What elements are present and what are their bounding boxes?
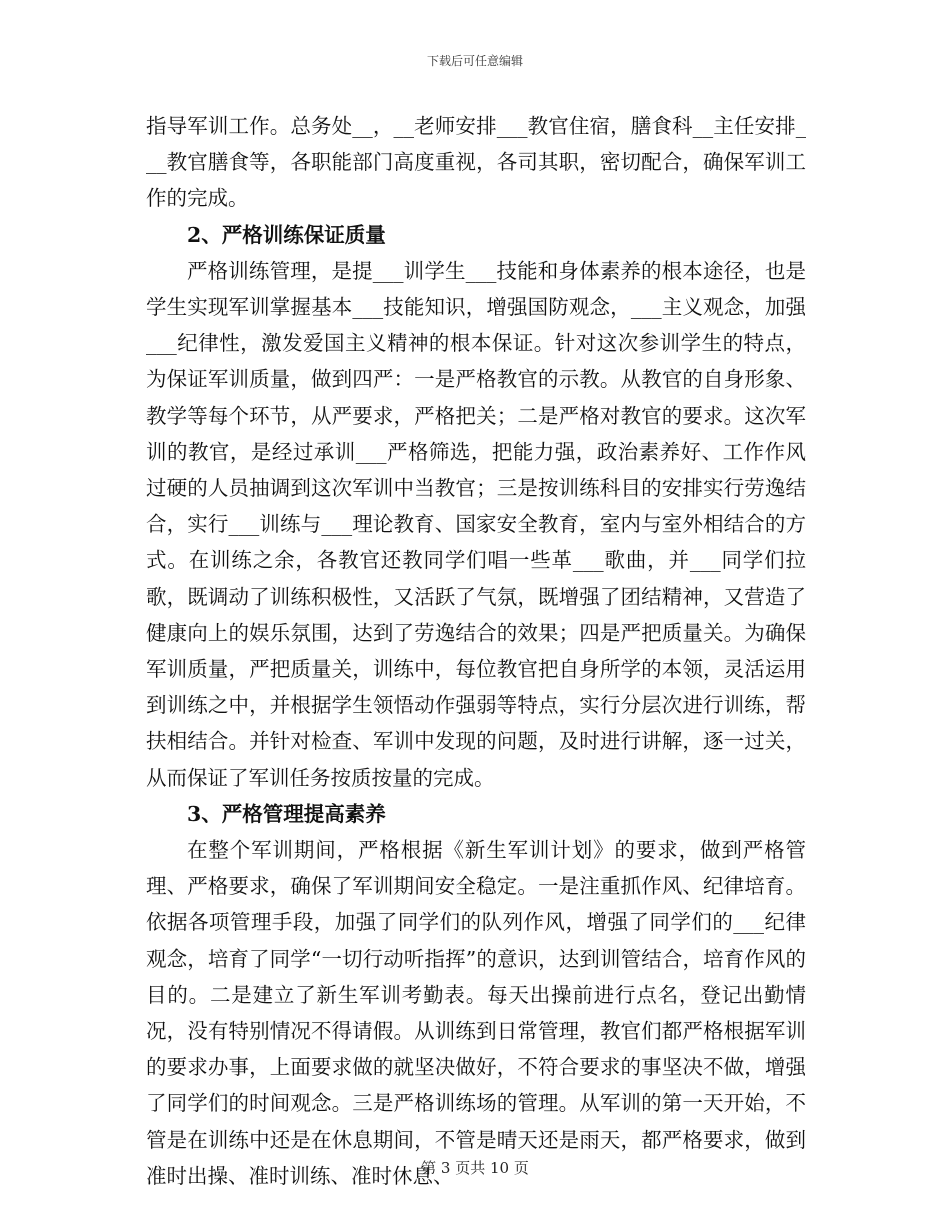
page-header: 下载后可任意编辑 [426,54,523,68]
section-heading-3: 3、严格管理提高素养 [187,801,386,826]
section-heading-2: 2、严格训练保证质量 [187,222,386,247]
document-body [146,108,806,1194]
paragraph-1: 指导军训工作。总务处__，__老师安排___教官住宿，膳食科__主任安排___教官膳食等，各职能部门高度重视，各司其职，密切配合，确保军训工作的完成。 [146,114,806,211]
paragraph-2: 严格训练管理，是提___训学生___技能和身体素养的根本途径，也是学生实现军训掌握基本___技能知识，增强国防观念，___主义观念，加强___纪律性，激发爱国主义精神的根本保证。针对这次参训学生的特点，为保证军训质量，做到四严：一是严格教官的示教。从教官的自身形象、教学等每个环节，从严要求，严格把关；二是严格对教官的要求。这次军训的教官，是经过承训___严格筛选，把能力强，政治素养好、工作作风过硬的人员抽调到这次军训中当教官；三是按训练科目的安排实行劳逸结合，实行___训练与___理论教育、国家安全教育，室内与室外相结合的方式。在训练之余，各教官还教同学们唱一些革___歌曲，并___同学们拉歌，既调动了训练积极性，又活跃了气氛，既增强了团结精神，又营造了健康向上的娱乐氛围，达到了劳逸结合的效果；四是严把质量关。为确保军训质量，严把质量关，训练中，每位教官把自身所学的本领，灵活运用到训练之中，并根据学生领悟动作强弱等特点，实行分层次进行训练，帮扶相结合。并针对检查、军训中发现的问题，及时进行讲解，逐一过关，从而保证了军训任务按质按量的完成。 [146,258,806,790]
paragraph-3: 在整个军训期间，严格根据《新生军训计划》的要求，做到严格管理、严格要求，确保了军训期间安全稳定。一是注重抓作风、纪律培育。依据各项管理手段，加强了同学们的队列作风，增强了同学们的___纪律观念，培育了同学“一切行动听指挥”的意识，达到训管结合，培育作风的目的。二是建立了新生军训考勤表。每天出操前进行点名，登记出勤情况，没有特别情况不得请假。从训练到日常管理，教官们都严格根据军训的要求办事，上面要求做的就坚决做好，不符合要求的事坚决不做，增强了同学们的时间观念。三是严格训练场的管理。从军训的第一天开始，不管是在训练中还是在休息期间，不管是晴天还是雨天，都严格要求，做到准时出操、准时训练、准时休息、 [146,838,806,1188]
page-footer: 第 3 页共 10 页 [421,1159,529,1177]
